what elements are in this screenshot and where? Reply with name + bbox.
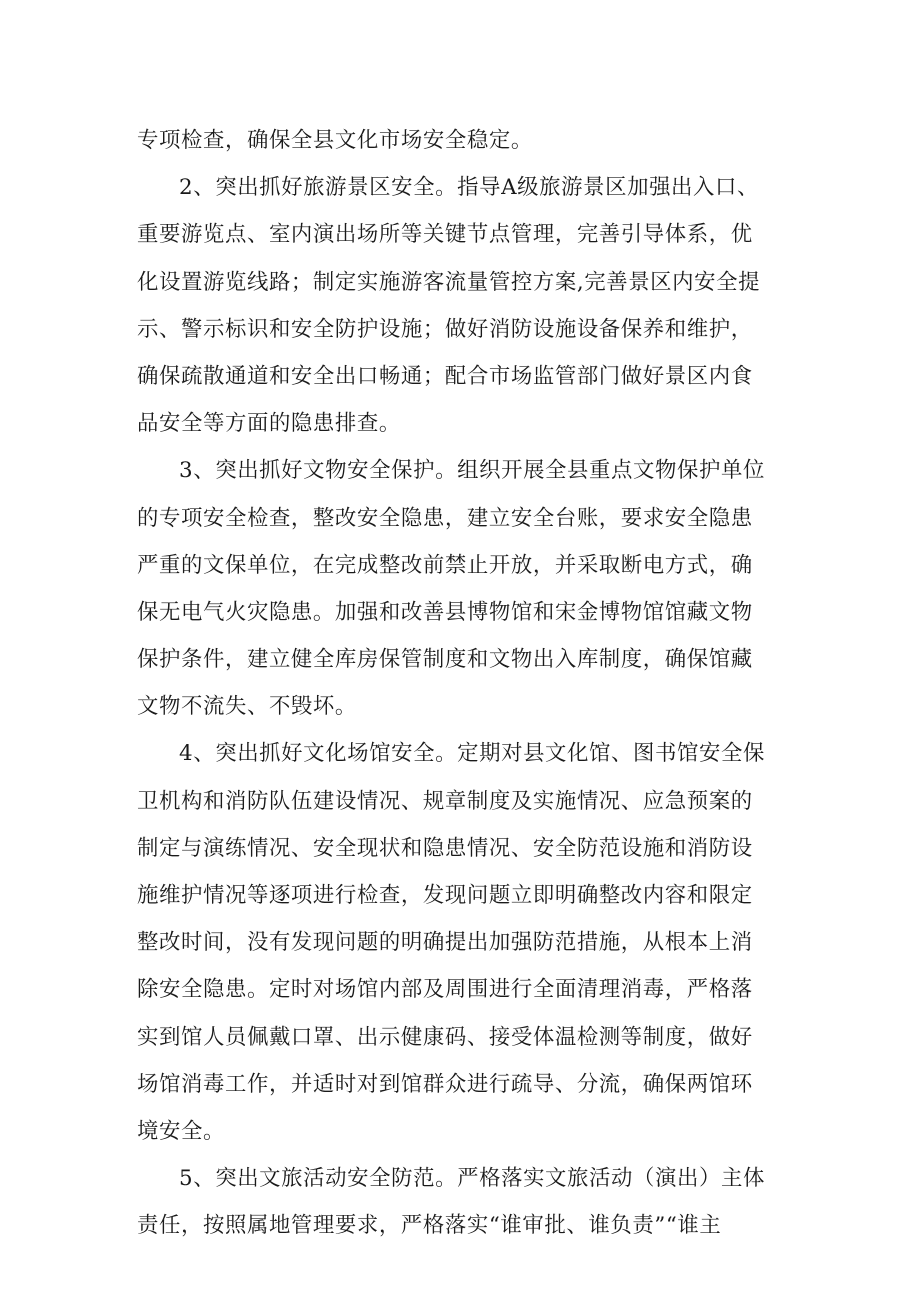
paragraph-line: 保护条件，建立健全库房保管制度和文物出入库制度，确保馆藏 (137, 647, 753, 673)
paragraph-first-line: 3、突出抓好文物安全保护。组织开展全县重点文物保护单位 (179, 458, 765, 484)
paragraph-line: 保无电气火灾隐患。加强和改善县博物馆和宋金博物馆馆藏文物 (137, 599, 753, 625)
paragraph-line: 整改时间，没有发现问题的明确提出加强防范措施，从根本上消 (137, 930, 753, 956)
paragraph-line: 卫机构和消防队伍建设情况、规章制度及实施情况、应急预案的 (137, 788, 753, 814)
paragraph-line: 制定与演练情况、安全现状和隐患情况、安全防范设施和消防设 (137, 835, 753, 861)
paragraph-line: 示、警示标识和安全防护设施；做好消防设施设备保养和维护， (137, 316, 753, 342)
paragraph-line: 确保疏散通道和安全出口畅通；配合市场监管部门做好景区内食 (137, 363, 753, 389)
paragraph-line: 的专项安全检查，整改安全隐患，建立安全台账，要求安全隐患 (137, 505, 753, 531)
paragraph-line: 专项检查，确保全县文化市场安全稳定。 (137, 128, 533, 153)
paragraph-line: 文物不流失、不毁坏。 (137, 694, 357, 720)
paragraph-first-line: 4、突出抓好文化场馆安全。定期对县文化馆、图书馆安全保 (179, 741, 765, 767)
document-body (137, 117, 797, 1250)
paragraph-line: 重要游览点、室内演出场所等关键节点管理，完善引导体系，优 (137, 222, 753, 248)
paragraph-first-line: 2、突出抓好旅游景区安全。指导A级旅游景区加强出入口、 (179, 175, 760, 201)
paragraph-line: 化设置游览线路；制定实施游客流量管控方案,完善景区内安全提 (137, 269, 761, 295)
paragraph-line: 场馆消毒工作，并适时对到馆群众进行疏导、分流，确保两馆环 (137, 1071, 753, 1097)
paragraph-line: 施维护情况等逐项进行检查，发现问题立即明确整改内容和限定 (137, 883, 753, 908)
paragraph-line: 责任，按照属地管理要求，严格落实“谁审批、谁负责”“谁主 (137, 1213, 722, 1239)
paragraph-line: 严重的文保单位，在完成整改前禁止开放，并采取断电方式，确 (137, 552, 753, 578)
paragraph-line: 除安全隐患。定时对场馆内部及周围进行全面清理消毒，严格落 (137, 977, 753, 1003)
paragraph-first-line: 5、突出文旅活动安全防范。严格落实文旅活动（演出）主体 (179, 1166, 765, 1192)
paragraph-line: 实到馆人员佩戴口罩、出示健康码、接受体温检测等制度，做好 (137, 1024, 753, 1050)
paragraph-line: 境安全。 (137, 1118, 225, 1144)
paragraph-line: 品安全等方面的隐患排查。 (137, 411, 401, 437)
